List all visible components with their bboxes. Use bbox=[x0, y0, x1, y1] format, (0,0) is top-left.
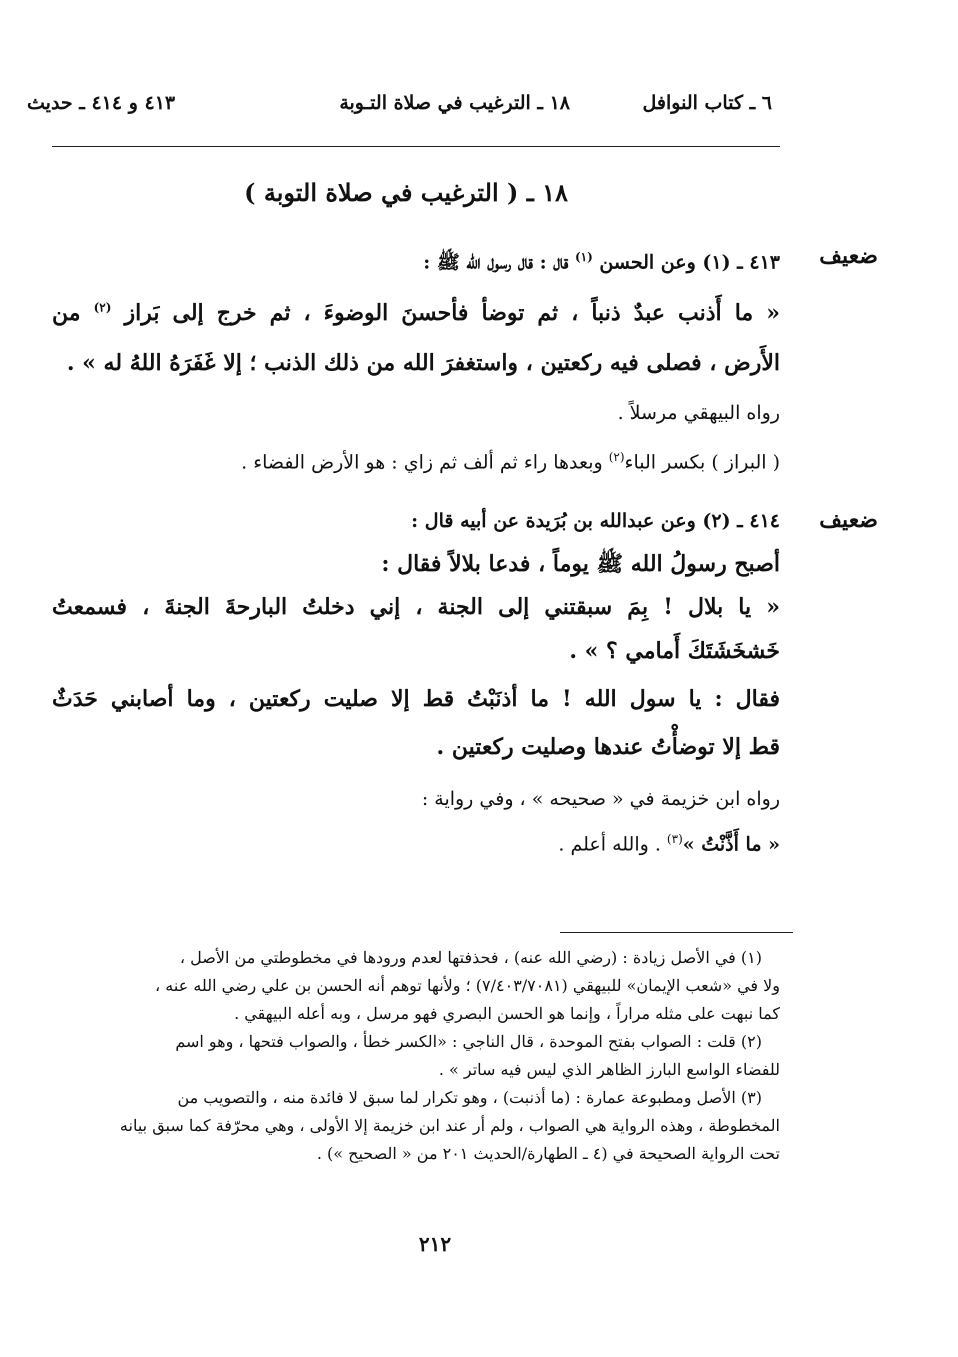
hadith-414-line-1: أصبح رسولُ الله ﷺ يوماً ، فدعا بلالاً فقال : bbox=[381, 551, 780, 577]
footnote-1-line-2: ولا في «شعب الإيمان» للبيهقي (٧/٤٠٣/٧٠٨١) ؛ ولأنها توهم أنه الحسن بن علي رضي الله عنه ، bbox=[155, 976, 780, 995]
hadith-414-line-4: فقال : يا سول الله ! ما أذنَبْتُ قط إلا صليت ركعتين ، وما أصابني حَدَثٌ bbox=[52, 686, 780, 712]
hadith-413-text-line-1: « ما أَذنب عبدٌ ذنباً ، ثم توضأ فأحسنَ الوضوءَ ، ثم خرج إلى بَراز $^{(٢)}$ من bbox=[52, 300, 780, 326]
header-rule bbox=[52, 146, 780, 147]
header-chapter: ٦ ـ كتاب النوافل bbox=[642, 92, 772, 114]
hadith-414-intro: ٤١٤ ـ (٢) وعن عبدالله بن بُرَيدة عن أبيه قال : bbox=[411, 510, 780, 532]
hadith-413-note: ( البراز ) بكسر الباء$^{(٢)}$ وبعدها راء ثم ألف ثم زاي : هو الأرض الفضاء . bbox=[241, 450, 780, 474]
hadith-414-line-2: « يا بلال ! بِمَ سبقتني إلى الجنة ، إني دخلتُ البارحةَ الجنةَ ، فسمعتُ bbox=[52, 594, 780, 620]
hadith-414-line-3: خَشخَشَتَكَ أَمامي ؟ » . bbox=[569, 638, 780, 664]
footnote-3-line-3: تحت الرواية الصحيحة في (٤ ـ الطهارة/الحديث ٢٠١ من « الصحيح ») . bbox=[316, 1144, 780, 1163]
header-section: ١٨ ـ الترغيب في صلاة التـوبة bbox=[339, 92, 570, 114]
footnote-3-line-1: (٣) الأصل ومطبوعة عمارة : (ما أذنبت) ، وهو تكرار لما سبق لا فائدة منه ، والتصويب من bbox=[177, 1088, 762, 1107]
hadith-413-text-line-2: الأَرض ، فصلى فيه ركعتين ، واستغفرَ الله من ذلك الذنب ؛ إلا غَفَرَهُ اللهُ له » . bbox=[66, 350, 780, 376]
hadith-413-intro: ٤١٣ ـ (١) وعن الحسن $^{(١)}$ قال : قال رسول الله ﷺ : bbox=[423, 250, 780, 274]
footnote-2-line-1: (٢) قلت : الصواب بفتح الموحدة ، قال الناجي : «الكسر خطأ ، والصواب فتحها ، وهو اسم bbox=[175, 1032, 762, 1051]
page-number: ٢١٢ bbox=[418, 1232, 452, 1256]
hadith-414-source: رواه ابن خزيمة في « صحيحه » ، وفي رواية : bbox=[421, 788, 780, 810]
footnote-ref-1: (١) bbox=[574, 250, 593, 264]
section-title: ١٨ ـ ( الترغيب في صلاة التوبة ) bbox=[244, 178, 568, 207]
footnote-ref-2: (٢) bbox=[93, 300, 112, 315]
hadith-413-source: رواه البيهقي مرسلاً . bbox=[617, 402, 780, 424]
footnote-ref-2b: (٢) bbox=[608, 450, 625, 464]
footnote-ref-3: (٣) bbox=[666, 832, 683, 846]
footnote-1-line-1: (١) في الأصل زيادة : (رضي الله عنه) ، فحذفتها لعدم ورودها في مخطوطتي من الأصل ، bbox=[179, 948, 762, 967]
footnote-rule bbox=[560, 932, 793, 933]
header-hadith-range: ٤١٣ و ٤١٤ ـ حديث bbox=[27, 92, 176, 114]
hadith-414-grade: ضعيف bbox=[819, 507, 878, 533]
hadith-414-line-5: قط إلا توضأْتُ عندها وصليت ركعتين . bbox=[436, 734, 780, 760]
footnote-1-line-3: كما نبهت على مثله مراراً ، وإنما هو الحسن البصري فهو مرسل ، وبه أعله البيهقي . bbox=[234, 1004, 780, 1023]
footnote-2-line-2: للفضاء الواسع البارز الظاهر الذي ليس فيه ساتر » . bbox=[438, 1060, 780, 1079]
hadith-413-grade: ضعيف bbox=[819, 243, 878, 269]
hadith-414-variant: « ما أَذَّنْتُ »$^{(٣)}$ . والله أعلم . bbox=[558, 832, 780, 856]
footnote-3-line-2: المخطوطة ، وهذه الرواية هي الصواب ، ولم أر عند ابن خزيمة إلا الأولى ، وهي محرّفة كما سبق بيانه bbox=[119, 1116, 780, 1135]
footnotes bbox=[52, 944, 780, 1168]
